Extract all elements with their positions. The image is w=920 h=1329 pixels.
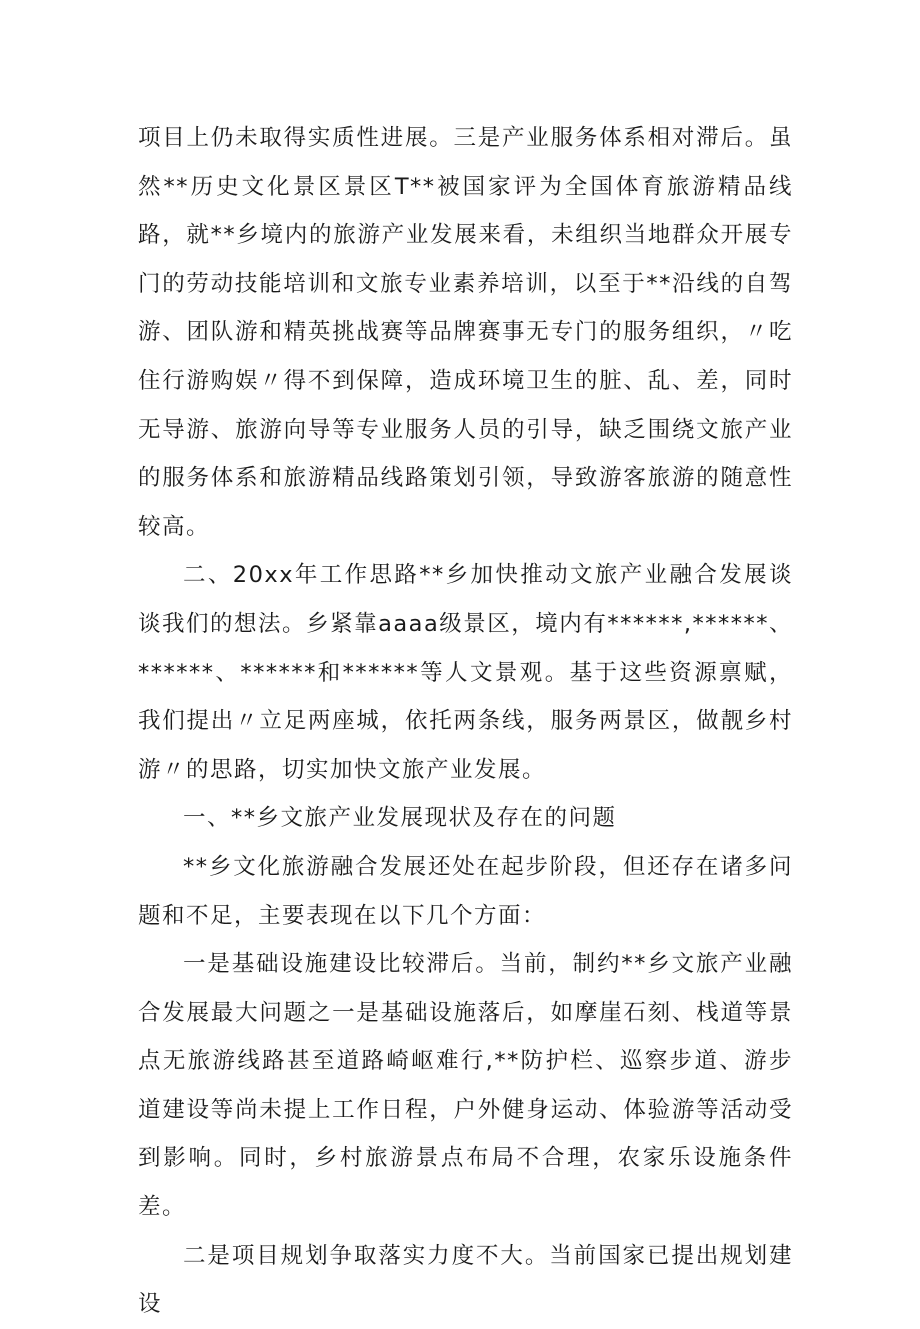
paragraph-continuation: 项目上仍未取得实质性进展。三是产业服务体系相对滞后。虽然**历史文化景区景区T**被国家评为全国体育旅游精品线路，就**乡境内的旅游产业发展来看，未组织当地群众开展专门的劳动技能培训和文旅专业素养培训，以至于**沿线的自驾游、团队游和精英挑战赛等品牌赛事无专门的服务组织，〃吃住行游购娱〃得不到保障，造成环境卫生的脏、乱、差，同时无导游、旅游向导等专业服务人员的引导，缺乏围绕文旅产业的服务体系和旅游精品线路策划引领，导致游客旅游的随意性较高。 bbox=[138, 125, 793, 540]
paragraph-work-plan: 二、20xx年工作思路**乡加快推动文旅产业融合发展谈谈我们的想法。乡紧靠aaaa级景区，境内有******,******、******、******和******等人文景观。基于这些资源禀赋，我们提出〃立足两座城，依托两条线，服务两景区，做靓乡村游〃的思路，切实加快文旅产业发展。 bbox=[138, 562, 793, 783]
paragraph-infrastructure: 一是基础设施建设比较滞后。当前，制约**乡文旅产业融合发展最大问题之一是基础设施落后，如摩崖石刻、栈道等景点无旅游线路甚至道路崎岖难行,**防护栏、巡察步道、游步道建设等尚未提上工作日程，户外健身运动、体验游等活动受到影响。同时，乡村旅游景点布局不合理，农家乐设施条件差。 bbox=[138, 951, 793, 1221]
document-body bbox=[138, 114, 793, 1329]
paragraph-intro: **乡文化旅游融合发展还处在起步阶段，但还存在诸多问题和不足，主要表现在以下几个方面： bbox=[138, 853, 793, 929]
section-heading: 一、**乡文旅产业发展现状及存在的问题 bbox=[183, 805, 617, 832]
paragraph-project-planning: 二是项目规划争取落实力度不大。当前国家已提出规划建设 bbox=[138, 1242, 793, 1318]
